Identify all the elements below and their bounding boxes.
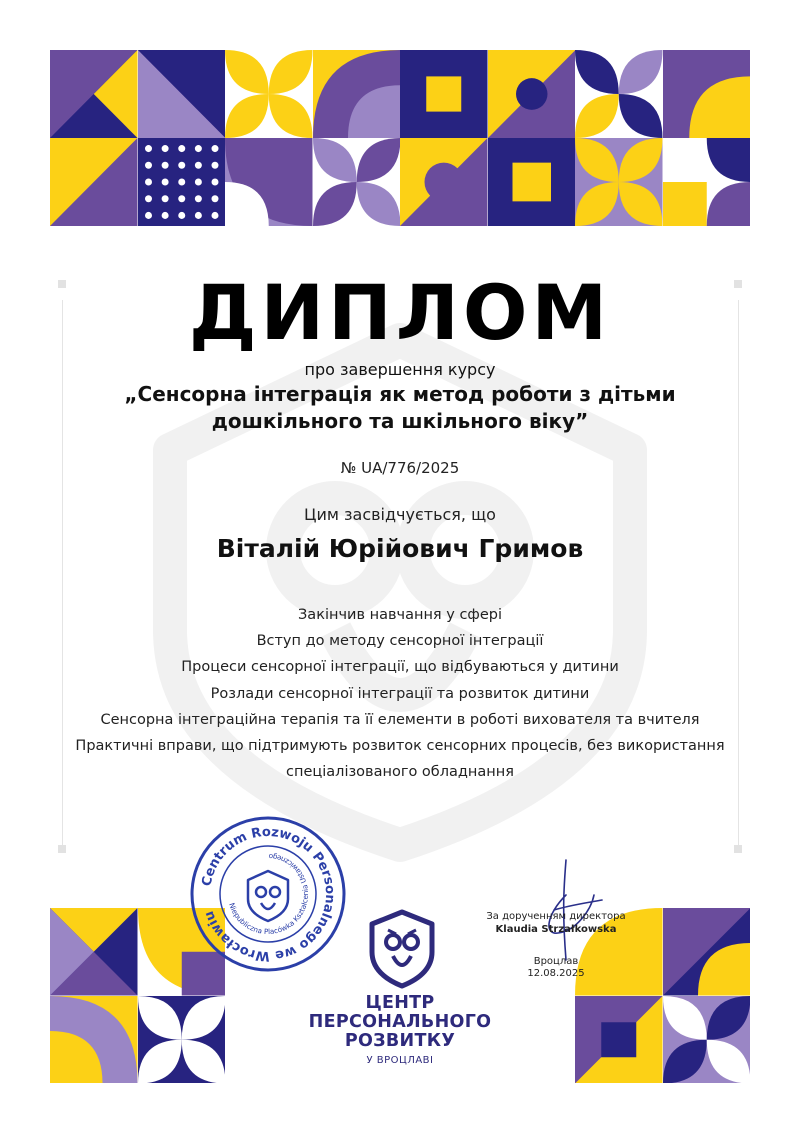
mosaic-tile <box>138 138 226 226</box>
logo-line-3: РОЗВИТКУ <box>344 1031 456 1051</box>
study-areas <box>0 602 800 785</box>
mosaic-tile <box>575 50 663 138</box>
study-line: Закінчив навчання у сфері <box>298 607 502 623</box>
mosaic-tile <box>50 996 138 1084</box>
mosaic-tile <box>50 138 138 226</box>
brand-logo-text <box>290 994 510 1066</box>
owl-logo-icon <box>366 908 438 990</box>
certificate-number: № UA/776/2025 <box>340 459 460 477</box>
mosaic-tile <box>225 50 313 138</box>
mosaic-tile <box>488 50 576 138</box>
mosaic-tile <box>400 138 488 226</box>
signature-block <box>470 907 642 979</box>
mosaic-tile <box>50 908 138 996</box>
signature-role: За дорученням директора <box>486 911 626 922</box>
mosaic-tile <box>313 50 401 138</box>
stamp-outer-text: Centrum Rozwoju Personalnego we Wrocławiu <box>199 824 338 964</box>
logo-line-1: ЦЕНТР <box>365 993 435 1013</box>
mosaic-tile <box>400 50 488 138</box>
mosaic-tile <box>488 138 576 226</box>
mosaic-tile <box>663 996 751 1084</box>
mosaic-tile <box>138 996 226 1084</box>
study-line: Практичні вправи, що підтримують розвиток сенсорних процесів, без використання <box>75 738 725 755</box>
svg-text:Niepubliczna Placówka Kształce <box>227 852 310 936</box>
mosaic-tile <box>663 138 751 226</box>
study-line: Процеси сенсорної інтеграції, що відбуваються у дитини <box>181 659 619 676</box>
top-mosaic-banner <box>50 50 750 226</box>
study-line: Вступ до методу сенсорної інтеграції <box>256 633 544 650</box>
recipient-name: Віталій Юрійович Гримов <box>216 534 584 563</box>
logo-subtitle: У ВРОЦЛАВІ <box>366 1055 434 1066</box>
issue-city: Вроцлав <box>533 956 579 967</box>
issue-date: 12.08.2025 <box>527 968 585 979</box>
course-title-line-1: „Сенсорна інтеграція як метод роботи з дітьми <box>124 382 676 406</box>
certify-text: Цим засвідчується, що <box>304 505 496 524</box>
mosaic-tile <box>575 138 663 226</box>
mosaic-tile <box>225 138 313 226</box>
study-line: Сенсорна інтеграційна терапія та її елементи в роботі вихователя та вчителя <box>100 711 700 728</box>
stamp-inner-text: Niepubliczna Placówka Kształcenia Ustawicznego <box>227 851 311 937</box>
mosaic-tile <box>313 138 401 226</box>
right-corner-mark-bottom <box>734 845 742 853</box>
diploma-subtitle: про завершення курсу <box>304 360 496 379</box>
logo-line-2: ПЕРСОНАЛЬНОГО <box>308 1012 492 1032</box>
study-line: Розлади сенсорної інтеграції та розвиток дитини <box>210 685 590 702</box>
course-title <box>0 381 800 435</box>
mosaic-tile <box>663 908 751 996</box>
institution-stamp <box>189 815 347 973</box>
mosaic-tile <box>575 996 663 1084</box>
owl-icon <box>248 871 288 921</box>
study-line: спеціалізованого обладнання <box>286 764 514 781</box>
mosaic-tile <box>138 50 226 138</box>
signatory-name: Klaudia Strzałkowska <box>495 924 617 935</box>
left-corner-mark-bottom <box>58 845 66 853</box>
mosaic-tile <box>663 50 751 138</box>
course-title-line-2: дошкільного та шкільного віку” <box>211 409 589 433</box>
diploma-title: ДИПЛОМ <box>188 268 612 357</box>
mosaic-tile <box>50 50 138 138</box>
